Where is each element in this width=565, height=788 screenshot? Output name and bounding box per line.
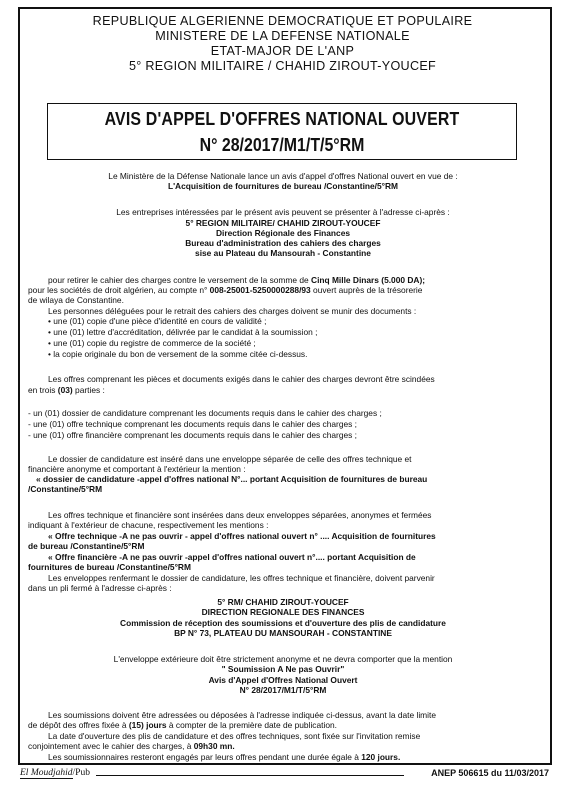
p2-address-2: Direction Régionale des Finances [215, 228, 351, 238]
p2-address-1: 5° REGION MILITAIRE/ CHAHID ZIROUT-YOUCEF [185, 218, 381, 228]
p4-item-2: - une (01) offre technique comprenant les documents requis dans le cahier des charges ; [28, 419, 357, 429]
p4-line-2: en trois (03) parties : [28, 385, 105, 395]
p7-line-1: L'enveloppe extérieure doit être strictement anonyme et ne devra comporter que la mention [113, 654, 453, 664]
p2-address-3: Bureau d'administration des cahiers des charges [185, 238, 381, 248]
p3-bullet-2: • une (01) lettre d'accréditation, délivrée par le candidat à la soumission ; [48, 327, 318, 337]
notice-number: N° 28/2017/M1/T/5°RM [199, 134, 365, 155]
header-region: 5° REGION MILITAIRE / CHAHID ZIROUT-YOUCEF [128, 59, 437, 73]
title-box [47, 103, 517, 160]
p3-line-4: Les personnes déléguées pour le retrait des cahiers des charges doivent se munir des documents : [48, 306, 417, 316]
p8-line-1: Les soumissions doivent être adressées ou déposées à l'adresse indiquée ci-dessus, avant la date limite [48, 710, 437, 720]
p3-bullet-4: • la copie originale du bon de versement de la somme citée ci-dessus. [48, 349, 308, 359]
p6-technical-2: de bureau /Constantine/5°RM [28, 541, 145, 551]
p4-item-1: - un (01) dossier de candidature comprenant les documents requis dans le cahier des charges ; [28, 408, 382, 418]
p7-notice: Avis d'Appel d'Offres National Ouvert [208, 675, 358, 685]
p6-address-1: 5° RM/ CHAHID ZIROUT-YOUCEF [217, 597, 349, 607]
p7-mention: " Soumission A Ne pas Ouvrir" [221, 664, 345, 674]
p6-financial-2: fournitures de bureau /Constantine/5°RM [28, 562, 191, 572]
anep-reference: ANEP 506615 du 11/03/2017 [431, 768, 549, 778]
p1-intro: Le Ministère de la Défense Nationale lance un avis d'appel d'offres National ouvert en vue de : [108, 171, 458, 181]
p5-mention-1: « dossier de candidature -appel d'offres national N°... portant Acquisition de fournitures de bureau [36, 474, 428, 484]
p3-bullet-1: • une (01) copie d'une pièce d'identité en cours de validité ; [48, 316, 267, 326]
p6-address-4: BP N° 73, PLATEAU DU MANSOURAH - CONSTANTINE [174, 628, 392, 638]
p5-mention-2: /Constantine/5°RM [28, 484, 103, 494]
p8-line-2: de dépôt des offres fixée à (15) jours à compter de la première date de publication. [28, 720, 337, 730]
p8-line-5: Les soumissionnaires resteront engagés par leurs offres pendant une durée égale à 120 jours. [48, 752, 401, 762]
p6-line-8: dans un pli fermé à l'adresse ci-après : [28, 583, 172, 593]
publisher-credit: El Moudjahid/Pub [20, 768, 90, 778]
p6-address-3: Commission de réception des soumissions et d'ouverture des plis de candidature [120, 618, 446, 628]
p6-financial-1: « Offre financière -A ne pas ouvrir -appel d'offres national ouvert n°.... portant Acquisition de [48, 552, 416, 562]
notice-title: AVIS D'APPEL D'OFFRES NATIONAL OUVERT [104, 108, 460, 129]
p6-line-2: indiquant à l'extérieur de chacune, respectivement les mentions : [28, 520, 269, 530]
p4-item-3: - une (01) offre financière comprenant les documents requis dans le cahier des charges ; [28, 430, 357, 440]
p6-address-2: DIRECTION REGIONALE DES FINANCES [201, 607, 365, 617]
header-etat-major: ETAT-MAJOR DE L'ANP [210, 44, 355, 58]
p8-line-3: La date d'ouverture des plis de candidature et des offres techniques, sont fixée sur l'invitation remise [48, 731, 421, 741]
p1-object: L'Acquisition de fournitures de bureau /Constantine/5°RM [167, 181, 399, 191]
p8-line-4: conjointement avec le cahier des charges, à 09h30 mn. [28, 741, 235, 751]
p2-intro: Les entreprises intéressées par le présent avis peuvent se présenter à l'adresse ci-après : [116, 207, 450, 217]
p4-line-1: Les offres comprenant les pièces et documents exigés dans le cahier des charges devront être scindées [48, 374, 435, 384]
p5-line-1: Le dossier de candidature est inséré dans une enveloppe séparée de celle des offres technique et [48, 454, 412, 464]
p5-line-2: financière anonyme et comportant à l'extérieur la mention : [28, 464, 246, 474]
header-ministry: MINISTERE DE LA DEFENSE NATIONALE [155, 29, 410, 43]
p3-line-1: pour retirer le cahier des charges contre le versement de la somme de Cinq Mille Dinars (5.000 DA); [48, 275, 426, 285]
p3-line-2: pour les sociétés de droit algérien, au compte n° 008-25001-5250000288/93 ouvert auprès de la trésorerie [28, 285, 423, 295]
p2-address-4: sise au Plateau du Mansourah - Constantine [195, 248, 371, 258]
p3-bullet-3: • une (01) copie du registre de commerce de la société ; [48, 338, 256, 348]
p6-line-7: Les enveloppes renfermant le dossier de candidature, les offres technique et financière, doivent parvenir [48, 573, 435, 583]
p7-number: N° 28/2017/M1/T/5°RM [239, 685, 327, 695]
p6-line-1: Les offres technique et financière sont insérées dans deux enveloppes séparées, anonymes et fermées [48, 510, 432, 520]
footer-divider [96, 775, 404, 776]
p6-technical-1: « Offre technique -A ne pas ouvrir - appel d'offres national ouvert n° .... Acquisition de fournitures [48, 531, 436, 541]
header-republic: REPUBLIQUE ALGERIENNE DEMOCRATIQUE ET POPULAIRE [92, 14, 473, 28]
p3-line-3: de wilaya de Constantine. [28, 295, 124, 305]
